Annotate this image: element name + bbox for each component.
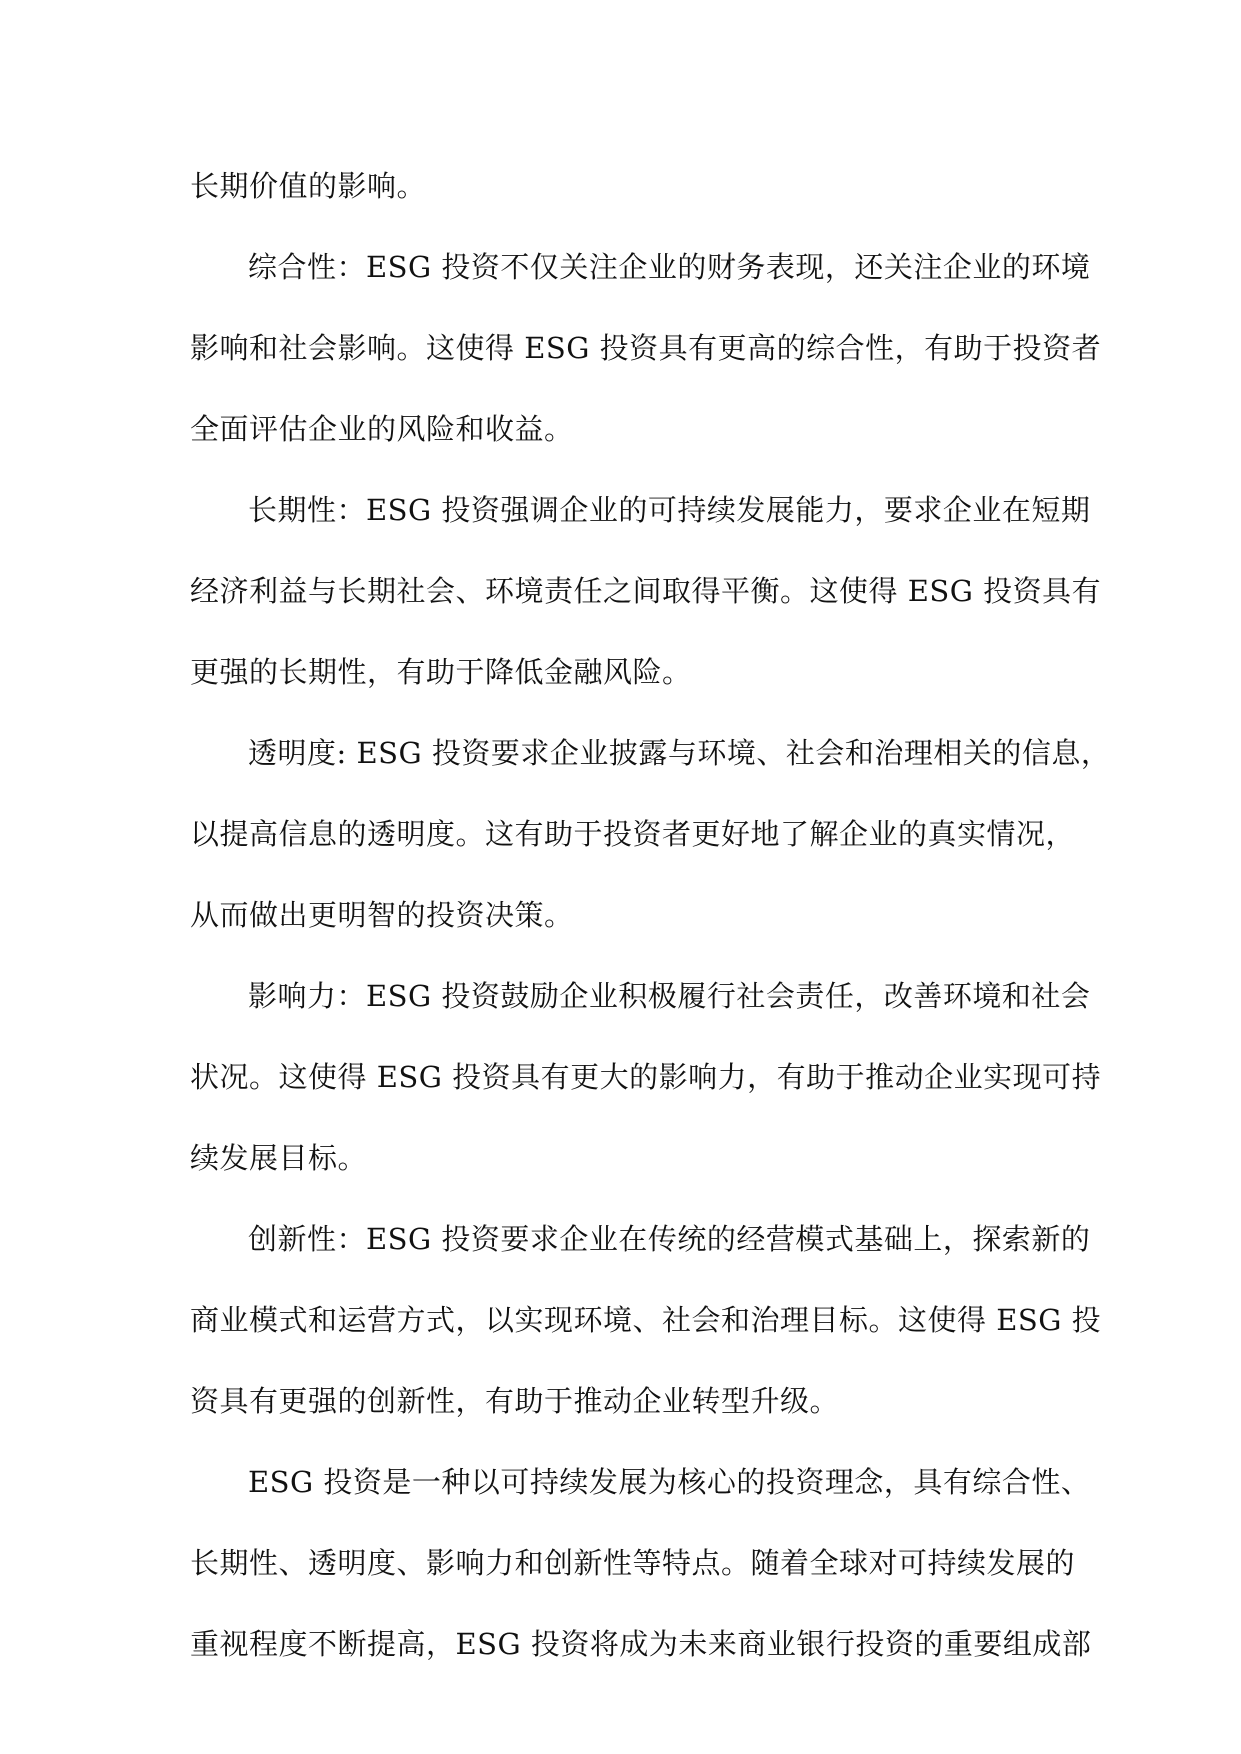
text-line: 影响力：ESG 投资鼓励企业积极履行社会责任，改善环境和社会 [248,979,1091,1013]
text-line: 更强的长期性，有助于降低金融风险。 [190,655,692,689]
text-line: 商业模式和运营方式，以实现环境、社会和治理目标。这使得 ESG 投 [190,1303,1102,1337]
text-line: 以提高信息的透明度。这有助于投资者更好地了解企业的真实情况， [190,817,1076,851]
text-line: 综合性：ESG 投资不仅关注企业的财务表现，还关注企业的环境 [248,250,1091,284]
text-line: 长期性、透明度、影响力和创新性等特点。随着全球对可持续发展的 [190,1546,1076,1580]
text-line: 影响和社会影响。这使得 ESG 投资具有更高的综合性，有助于投资者 [190,331,1102,365]
text-line: ESG 投资是一种以可持续发展为核心的投资理念，具有综合性、 [248,1465,1091,1499]
text-line: 状况。这使得 ESG 投资具有更大的影响力，有助于推动企业实现可持 [190,1060,1102,1094]
text-line: 长期性：ESG 投资强调企业的可持续发展能力，要求企业在短期 [248,493,1091,527]
text-line: 透明度: ESG 投资要求企业披露与环境、社会和治理相关的信息， [248,736,1111,770]
text-line: 资具有更强的创新性，有助于推动企业转型升级。 [190,1384,840,1418]
text-line: 重视程度不断提高，ESG 投资将成为未来商业银行投资的重要组成部 [190,1627,1092,1661]
body-text [190,146,1111,1685]
text-line: 创新性：ESG 投资要求企业在传统的经营模式基础上，探索新的 [248,1222,1091,1256]
text-line: 经济利益与长期社会、环境责任之间取得平衡。这使得 ESG 投资具有 [190,574,1102,608]
text-line: 续发展目标。 [190,1141,368,1175]
text-line: 长期价值的影响。 [190,169,427,203]
text-line: 从而做出更明智的投资决策。 [190,898,574,932]
text-line: 全面评估企业的风险和收益。 [190,412,574,446]
